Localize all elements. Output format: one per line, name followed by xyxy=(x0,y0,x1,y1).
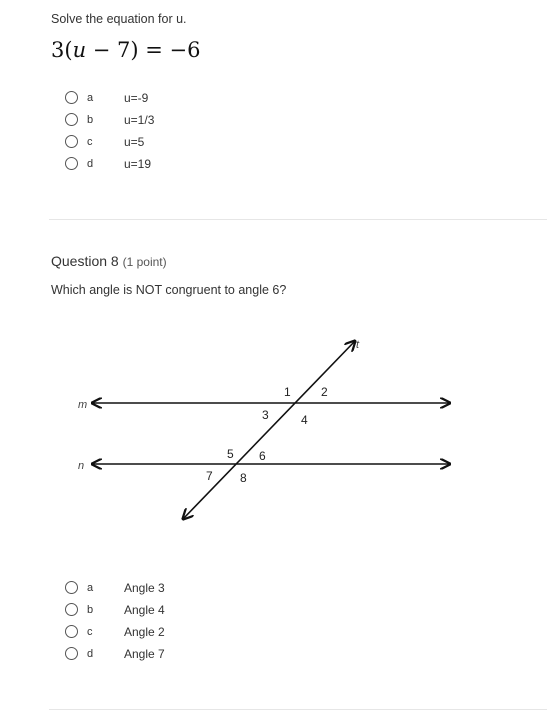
q7-option-b[interactable] xyxy=(65,112,265,130)
angle-label-8: 8 xyxy=(240,471,247,485)
option-text: u=19 xyxy=(124,157,152,171)
q8-option-b[interactable] xyxy=(65,602,265,620)
question-8-title xyxy=(51,253,167,269)
angle-label-5: 5 xyxy=(227,447,234,461)
q8-option-a[interactable] xyxy=(65,580,265,598)
q7-option-a[interactable] xyxy=(65,90,265,108)
option-letter: d xyxy=(87,158,94,170)
q8-option-d[interactable] xyxy=(65,646,265,664)
angle-label-4: 4 xyxy=(301,413,308,427)
option-text: u=-9 xyxy=(124,91,149,105)
equation-lead: 3( xyxy=(51,38,73,62)
label-n: n xyxy=(78,460,85,472)
label-m: m xyxy=(78,399,88,411)
question-divider xyxy=(49,219,547,220)
radio-button[interactable] xyxy=(65,135,78,148)
option-letter: c xyxy=(87,136,93,148)
option-text: Angle 7 xyxy=(124,647,165,661)
option-letter: d xyxy=(87,648,94,660)
q7-equation xyxy=(51,38,201,62)
label-t: t xyxy=(356,339,360,351)
equation-tail: − 7) = −6 xyxy=(86,38,201,62)
option-text: Angle 2 xyxy=(124,625,165,639)
line-t xyxy=(183,341,355,519)
radio-button[interactable] xyxy=(65,625,78,638)
angle-label-2: 2 xyxy=(321,385,328,399)
angle-label-6: 6 xyxy=(259,449,266,463)
q7-option-c[interactable] xyxy=(65,134,265,152)
option-letter: c xyxy=(87,626,93,638)
question-divider-bottom xyxy=(49,709,547,710)
question-points: (1 point) xyxy=(122,255,167,269)
option-text: u=1/3 xyxy=(124,113,155,127)
radio-button[interactable] xyxy=(65,603,78,616)
option-text: Angle 3 xyxy=(124,581,165,595)
q7-option-d[interactable] xyxy=(65,156,265,174)
radio-button[interactable] xyxy=(65,91,78,104)
angle-label-1: 1 xyxy=(284,385,291,399)
question-number: Question 8 xyxy=(51,253,119,269)
option-letter: b xyxy=(87,114,94,126)
q8-option-c[interactable] xyxy=(65,624,265,642)
angle-label-7: 7 xyxy=(206,469,213,483)
radio-button[interactable] xyxy=(65,581,78,594)
angle-label-3: 3 xyxy=(262,408,269,422)
radio-button[interactable] xyxy=(65,647,78,660)
equation-variable: u xyxy=(72,38,87,62)
q8-prompt: Which angle is NOT congruent to angle 6? xyxy=(51,283,287,297)
option-letter: a xyxy=(87,92,94,104)
option-letter: a xyxy=(87,582,94,594)
option-letter: b xyxy=(87,604,94,616)
radio-button[interactable] xyxy=(65,157,78,170)
option-text: u=5 xyxy=(124,135,145,149)
option-text: Angle 4 xyxy=(124,603,165,617)
transversal-figure xyxy=(0,325,547,535)
q7-prompt: Solve the equation for u. xyxy=(51,12,187,26)
radio-button[interactable] xyxy=(65,113,78,126)
